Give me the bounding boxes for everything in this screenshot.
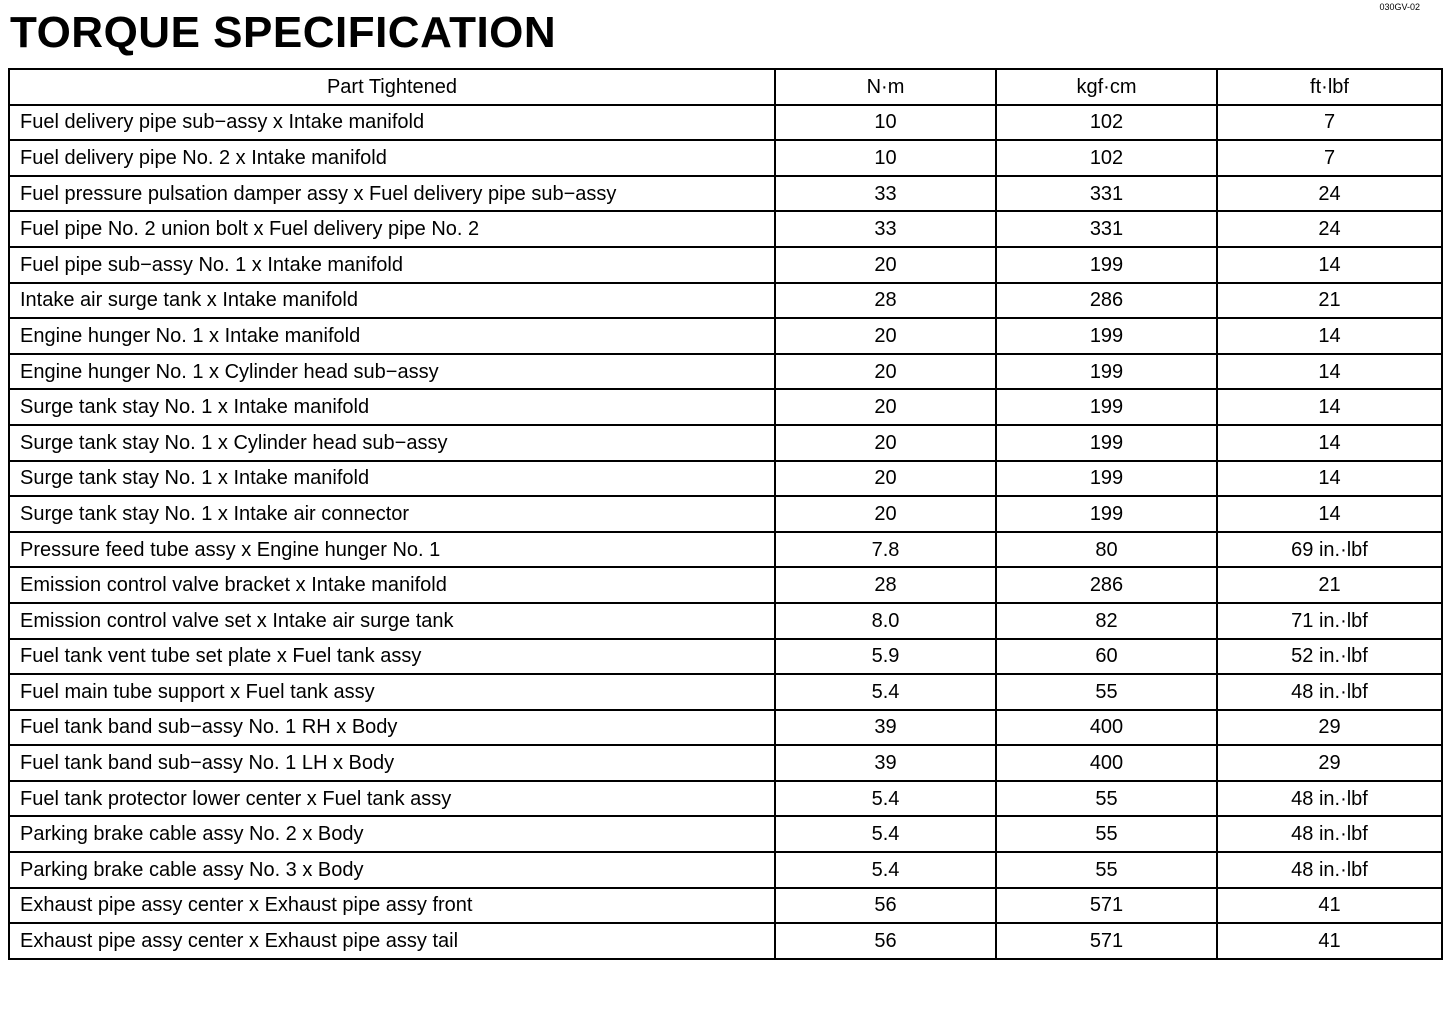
part-tightened-cell: Intake air surge tank x Intake manifold <box>9 283 775 319</box>
part-tightened-cell: Exhaust pipe assy center x Exhaust pipe assy front <box>9 888 775 924</box>
header-ft-lbf: ft·lbf <box>1217 69 1442 105</box>
nm-cell: 20 <box>775 425 996 461</box>
ft-lbf-cell: 29 <box>1217 710 1442 746</box>
table-row <box>9 496 1442 532</box>
table-body <box>9 105 1442 959</box>
kgf-cm-cell: 199 <box>996 461 1217 497</box>
ft-lbf-cell: 41 <box>1217 923 1442 959</box>
nm-cell: 20 <box>775 496 996 532</box>
part-tightened-cell: Fuel delivery pipe No. 2 x Intake manifold <box>9 140 775 176</box>
ft-lbf-cell: 48 in.·lbf <box>1217 674 1442 710</box>
part-tightened-cell: Fuel tank band sub−assy No. 1 RH x Body <box>9 710 775 746</box>
kgf-cm-cell: 82 <box>996 603 1217 639</box>
kgf-cm-cell: 199 <box>996 496 1217 532</box>
table-row <box>9 639 1442 675</box>
table-header <box>9 69 1442 105</box>
header-part-tightened: Part Tightened <box>9 69 775 105</box>
nm-cell: 5.9 <box>775 639 996 675</box>
nm-cell: 28 <box>775 567 996 603</box>
header-nm: N·m <box>775 69 996 105</box>
table-row <box>9 745 1442 781</box>
part-tightened-cell: Fuel pipe sub−assy No. 1 x Intake manifold <box>9 247 775 283</box>
nm-cell: 56 <box>775 888 996 924</box>
torque-spec-table <box>8 68 1443 960</box>
part-tightened-cell: Surge tank stay No. 1 x Cylinder head sub−assy <box>9 425 775 461</box>
table-row <box>9 567 1442 603</box>
kgf-cm-cell: 55 <box>996 674 1217 710</box>
kgf-cm-cell: 102 <box>996 105 1217 141</box>
nm-cell: 10 <box>775 140 996 176</box>
ft-lbf-cell: 24 <box>1217 176 1442 212</box>
ft-lbf-cell: 21 <box>1217 567 1442 603</box>
header-row <box>9 69 1442 105</box>
ft-lbf-cell: 24 <box>1217 211 1442 247</box>
part-tightened-cell: Engine hunger No. 1 x Intake manifold <box>9 318 775 354</box>
kgf-cm-cell: 80 <box>996 532 1217 568</box>
part-tightened-cell: Exhaust pipe assy center x Exhaust pipe assy tail <box>9 923 775 959</box>
table-row <box>9 461 1442 497</box>
ft-lbf-cell: 69 in.·lbf <box>1217 532 1442 568</box>
table-row <box>9 176 1442 212</box>
table-row <box>9 105 1442 141</box>
nm-cell: 5.4 <box>775 781 996 817</box>
nm-cell: 28 <box>775 283 996 319</box>
part-tightened-cell: Surge tank stay No. 1 x Intake manifold <box>9 461 775 497</box>
ft-lbf-cell: 14 <box>1217 318 1442 354</box>
table-row <box>9 852 1442 888</box>
kgf-cm-cell: 199 <box>996 425 1217 461</box>
nm-cell: 20 <box>775 318 996 354</box>
kgf-cm-cell: 55 <box>996 852 1217 888</box>
ft-lbf-cell: 14 <box>1217 425 1442 461</box>
table-row <box>9 888 1442 924</box>
table-row <box>9 283 1442 319</box>
part-tightened-cell: Fuel tank vent tube set plate x Fuel tank assy <box>9 639 775 675</box>
ft-lbf-cell: 48 in.·lbf <box>1217 781 1442 817</box>
kgf-cm-cell: 199 <box>996 354 1217 390</box>
ft-lbf-cell: 29 <box>1217 745 1442 781</box>
nm-cell: 20 <box>775 247 996 283</box>
part-tightened-cell: Fuel main tube support x Fuel tank assy <box>9 674 775 710</box>
table-row <box>9 247 1442 283</box>
nm-cell: 39 <box>775 745 996 781</box>
ft-lbf-cell: 48 in.·lbf <box>1217 852 1442 888</box>
nm-cell: 5.4 <box>775 816 996 852</box>
part-tightened-cell: Fuel delivery pipe sub−assy x Intake manifold <box>9 105 775 141</box>
kgf-cm-cell: 331 <box>996 176 1217 212</box>
table-row <box>9 923 1442 959</box>
ft-lbf-cell: 7 <box>1217 140 1442 176</box>
nm-cell: 10 <box>775 105 996 141</box>
kgf-cm-cell: 55 <box>996 816 1217 852</box>
part-tightened-cell: Parking brake cable assy No. 2 x Body <box>9 816 775 852</box>
part-tightened-cell: Surge tank stay No. 1 x Intake air connector <box>9 496 775 532</box>
nm-cell: 56 <box>775 923 996 959</box>
kgf-cm-cell: 571 <box>996 923 1217 959</box>
nm-cell: 5.4 <box>775 852 996 888</box>
table-row <box>9 211 1442 247</box>
ft-lbf-cell: 7 <box>1217 105 1442 141</box>
ft-lbf-cell: 14 <box>1217 354 1442 390</box>
table-row <box>9 674 1442 710</box>
kgf-cm-cell: 60 <box>996 639 1217 675</box>
ft-lbf-cell: 14 <box>1217 461 1442 497</box>
table-row <box>9 425 1442 461</box>
part-tightened-cell: Parking brake cable assy No. 3 x Body <box>9 852 775 888</box>
table-row <box>9 354 1442 390</box>
ft-lbf-cell: 41 <box>1217 888 1442 924</box>
nm-cell: 20 <box>775 461 996 497</box>
table-row <box>9 781 1442 817</box>
nm-cell: 5.4 <box>775 674 996 710</box>
kgf-cm-cell: 286 <box>996 567 1217 603</box>
ft-lbf-cell: 52 in.·lbf <box>1217 639 1442 675</box>
table-row <box>9 318 1442 354</box>
table-row <box>9 532 1442 568</box>
ft-lbf-cell: 48 in.·lbf <box>1217 816 1442 852</box>
kgf-cm-cell: 102 <box>996 140 1217 176</box>
ft-lbf-cell: 14 <box>1217 496 1442 532</box>
part-tightened-cell: Pressure feed tube assy x Engine hunger No. 1 <box>9 532 775 568</box>
nm-cell: 33 <box>775 176 996 212</box>
part-tightened-cell: Engine hunger No. 1 x Cylinder head sub−assy <box>9 354 775 390</box>
kgf-cm-cell: 400 <box>996 745 1217 781</box>
kgf-cm-cell: 331 <box>996 211 1217 247</box>
page-title: TORQUE SPECIFICATION <box>10 8 557 57</box>
nm-cell: 20 <box>775 389 996 425</box>
nm-cell: 39 <box>775 710 996 746</box>
part-tightened-cell: Fuel pipe No. 2 union bolt x Fuel delivery pipe No. 2 <box>9 211 775 247</box>
part-tightened-cell: Fuel pressure pulsation damper assy x Fuel delivery pipe sub−assy <box>9 176 775 212</box>
document-code: 030GV-02 <box>1379 2 1420 12</box>
kgf-cm-cell: 55 <box>996 781 1217 817</box>
nm-cell: 20 <box>775 354 996 390</box>
part-tightened-cell: Fuel tank protector lower center x Fuel tank assy <box>9 781 775 817</box>
ft-lbf-cell: 71 in.·lbf <box>1217 603 1442 639</box>
ft-lbf-cell: 21 <box>1217 283 1442 319</box>
part-tightened-cell: Surge tank stay No. 1 x Intake manifold <box>9 389 775 425</box>
kgf-cm-cell: 199 <box>996 318 1217 354</box>
kgf-cm-cell: 199 <box>996 389 1217 425</box>
nm-cell: 8.0 <box>775 603 996 639</box>
table-row <box>9 816 1442 852</box>
nm-cell: 33 <box>775 211 996 247</box>
kgf-cm-cell: 199 <box>996 247 1217 283</box>
kgf-cm-cell: 400 <box>996 710 1217 746</box>
nm-cell: 7.8 <box>775 532 996 568</box>
table-row <box>9 603 1442 639</box>
part-tightened-cell: Fuel tank band sub−assy No. 1 LH x Body <box>9 745 775 781</box>
table-row <box>9 389 1442 425</box>
header-kgf-cm: kgf·cm <box>996 69 1217 105</box>
part-tightened-cell: Emission control valve set x Intake air surge tank <box>9 603 775 639</box>
table-row <box>9 710 1442 746</box>
table-row <box>9 140 1442 176</box>
kgf-cm-cell: 286 <box>996 283 1217 319</box>
ft-lbf-cell: 14 <box>1217 389 1442 425</box>
kgf-cm-cell: 571 <box>996 888 1217 924</box>
part-tightened-cell: Emission control valve bracket x Intake manifold <box>9 567 775 603</box>
ft-lbf-cell: 14 <box>1217 247 1442 283</box>
